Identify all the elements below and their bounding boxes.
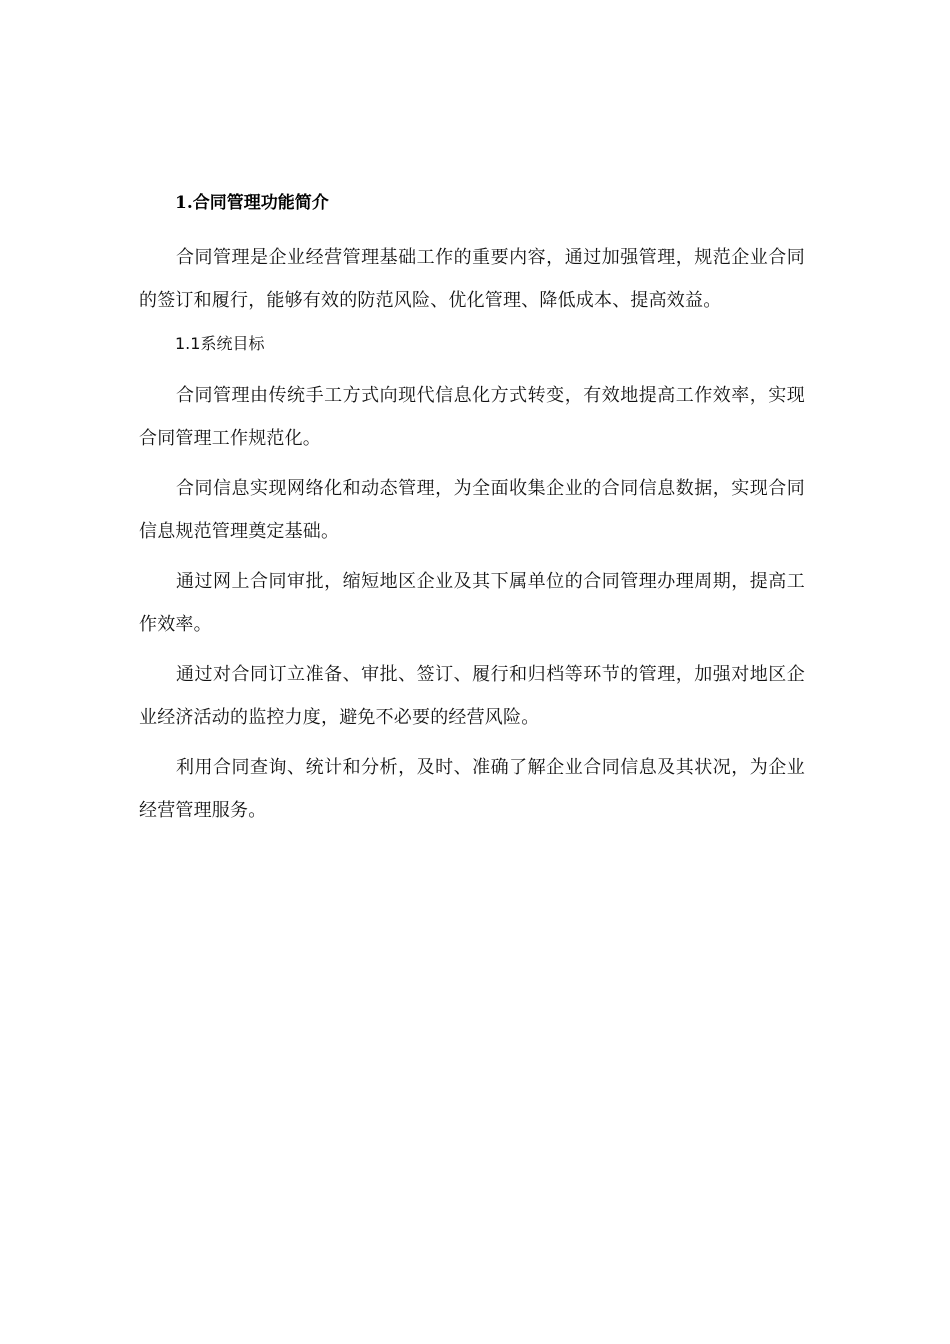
intro-paragraph: 合同管理是企业经营管理基础工作的重要内容，通过加强管理，规范企业合同的签订和履行，能够有效的防范风险、优化管理、降低成本、提高效益。 [139,247,805,311]
goal-paragraph-4: 通过对合同订立准备、审批、签订、履行和归档等环节的管理，加强对地区企业经济活动的监控力度，避免不必要的经营风险。 [139,664,805,728]
goal-paragraph-3: 通过网上合同审批，缩短地区企业及其下属单位的合同管理办理周期，提高工作效率。 [139,571,805,635]
goal-paragraph-2: 合同信息实现网络化和动态管理，为全面收集企业的合同信息数据，实现合同信息规范管理奠定基础。 [139,478,805,542]
subsection-heading: 1.1系统目标 [175,334,265,353]
document-body [139,190,805,839]
section-heading: 1.合同管理功能简介 [175,193,329,213]
goal-paragraph-5: 利用合同查询、统计和分析，及时、准确了解企业合同信息及其状况，为企业经营管理服务。 [139,757,805,821]
goal-paragraph-1: 合同管理由传统手工方式向现代信息化方式转变，有效地提高工作效率，实现合同管理工作规范化。 [139,385,805,449]
